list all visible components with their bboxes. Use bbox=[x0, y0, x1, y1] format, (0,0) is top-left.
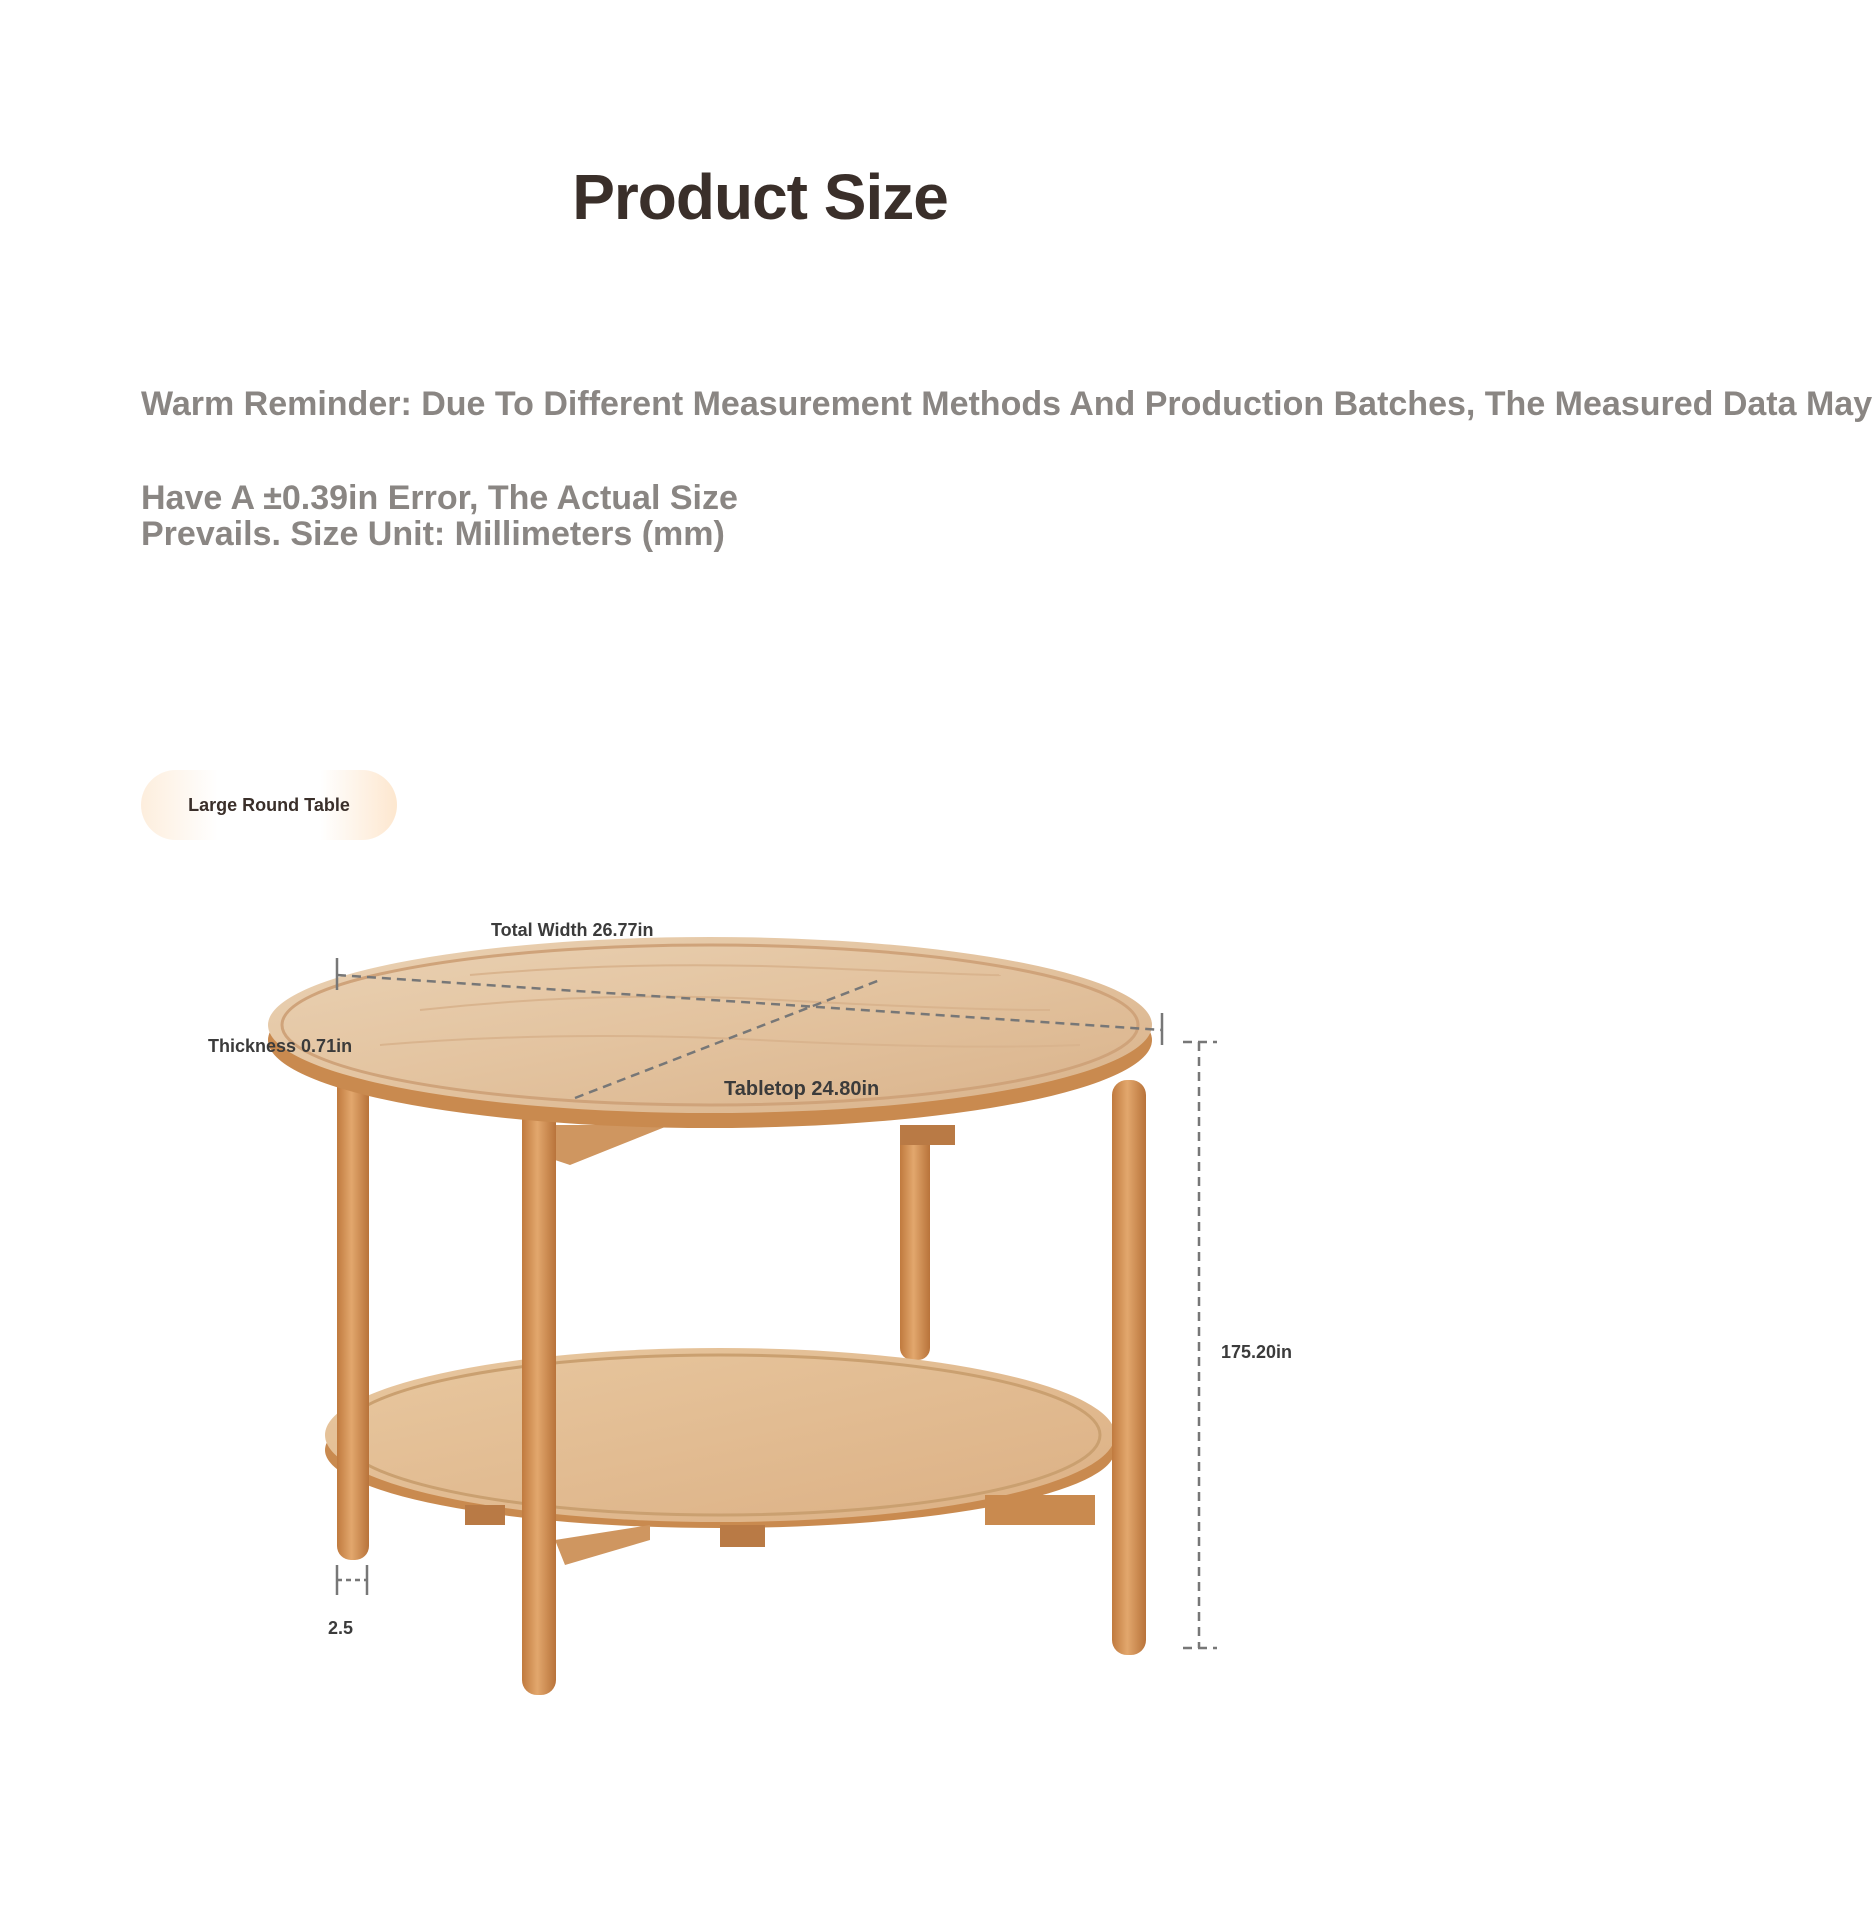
lower-brace bbox=[465, 1505, 505, 1525]
front-right-leg bbox=[1112, 1080, 1146, 1655]
product-name-label: Large Round Table bbox=[188, 794, 350, 815]
back-leg bbox=[900, 1125, 930, 1360]
height-label: 175.20in bbox=[1221, 1342, 1293, 1362]
leg-diameter-label: 2.5 bbox=[328, 1618, 354, 1638]
warm-reminder-line-2: Have A ±0.39in Error, The Actual Size Prevails. Size Unit: Millimeters (mm) bbox=[141, 479, 738, 553]
lower-brace bbox=[985, 1495, 1095, 1525]
upper-brace bbox=[900, 1125, 955, 1145]
front-center-leg bbox=[522, 1105, 556, 1695]
lower-brace bbox=[555, 1525, 650, 1565]
upper-brace bbox=[555, 1125, 670, 1165]
front-left-leg bbox=[337, 1070, 369, 1560]
thickness-label: Thickness 0.71in bbox=[208, 1036, 353, 1056]
total-width-label: Total Width 26.77in bbox=[491, 920, 654, 940]
page-title: Product Size bbox=[572, 161, 948, 233]
warm-reminder-line-1: Warm Reminder: Due To Different Measurement Methods And Production Batches, The Measured Data May bbox=[141, 385, 1872, 423]
tabletop-label: Tabletop 24.80in bbox=[724, 1078, 880, 1100]
lower-brace bbox=[720, 1525, 765, 1547]
tabletop bbox=[268, 937, 1152, 1113]
